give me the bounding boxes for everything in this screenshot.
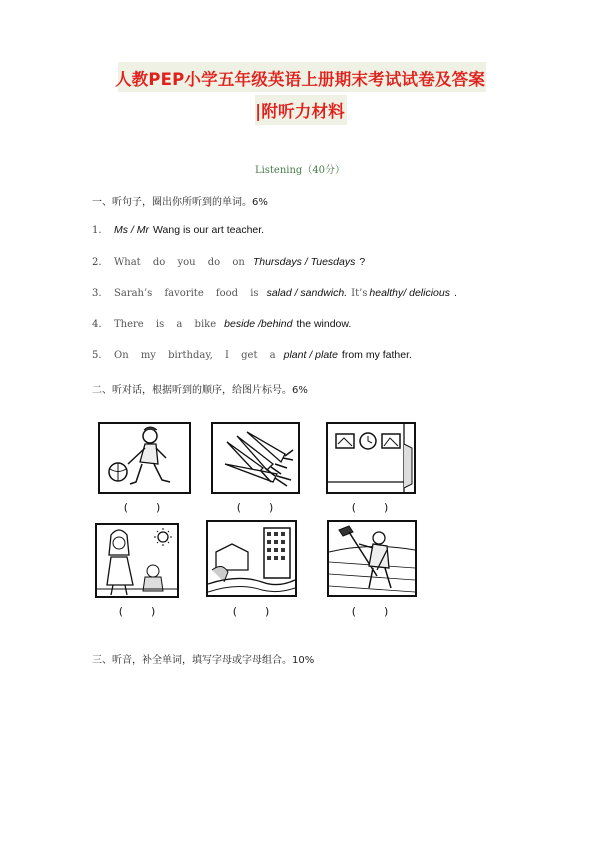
question-number: 4. [92,319,102,330]
answer-parentheses[interactable]: ( ) [122,501,162,514]
picture-4 [95,523,179,598]
question-4 [92,318,351,330]
section-2-heading: 二、听对话，根据听到的顺序，给图片标号。6% [92,385,308,396]
question-3 [92,287,457,299]
answer-parentheses[interactable]: ( ) [231,605,271,618]
question-text: the window. [296,318,352,330]
answer-choice[interactable]: healthy/ delicious [369,287,450,299]
question-text: What do you do on [114,257,245,268]
answer-parentheses[interactable]: ( ) [350,605,390,618]
answer-choice[interactable]: beside /behind [224,318,293,330]
answer-choice[interactable]: salad / sandwich. [266,287,348,299]
question-number: 2. [92,257,102,268]
picture-1 [98,422,191,494]
question-text: On my birthday, I get a [114,350,276,361]
page-title: 人教PEP小学五年级英语上册期末考试试卷及答案 [114,70,486,89]
question-number: 1. [92,225,102,236]
question-text: Wang is our art teacher. [153,224,265,236]
answer-choice[interactable]: Thursdays / Tuesdays [252,256,356,268]
question-text: Sarah’s favorite food is [114,288,259,299]
answer-choice[interactable]: plant / plate [283,349,338,361]
city-river-icon [208,522,295,595]
question-text: from my father. [341,349,412,361]
picture-2 [211,422,300,494]
answer-parentheses[interactable]: ( ) [235,501,275,514]
carrots-icon [213,424,298,492]
farmer-digging-icon [329,522,415,595]
question-text: . [453,287,457,299]
answer-parentheses[interactable]: ( ) [117,605,157,618]
listening-header: Listening（40分） [254,165,346,176]
question-number: 5. [92,350,102,361]
question-5 [92,349,412,361]
picture-5 [206,520,297,597]
question-text: ? [359,256,366,268]
section-1-heading: 一、听句子，圈出你所听到的单词。6% [92,197,268,208]
question-number: 3. [92,288,102,299]
question-2 [92,256,365,268]
page-title-line2: |附听力材料 [255,102,345,121]
question-text: It’s [351,288,368,299]
section-3-heading: 三、听音，补全单词，填写字母或字母组合。10% [92,655,315,666]
girl-and-sun-icon [97,525,177,596]
answer-choice[interactable]: Ms / Mr [114,224,149,236]
picture-3 [326,422,416,494]
picture-6 [327,520,417,597]
question-text: There is a bike [114,319,217,330]
answer-parentheses[interactable]: ( ) [350,501,390,514]
question-1 [92,224,264,236]
wall-clock-room-icon [328,424,414,492]
basketball-boy-icon [100,424,189,492]
